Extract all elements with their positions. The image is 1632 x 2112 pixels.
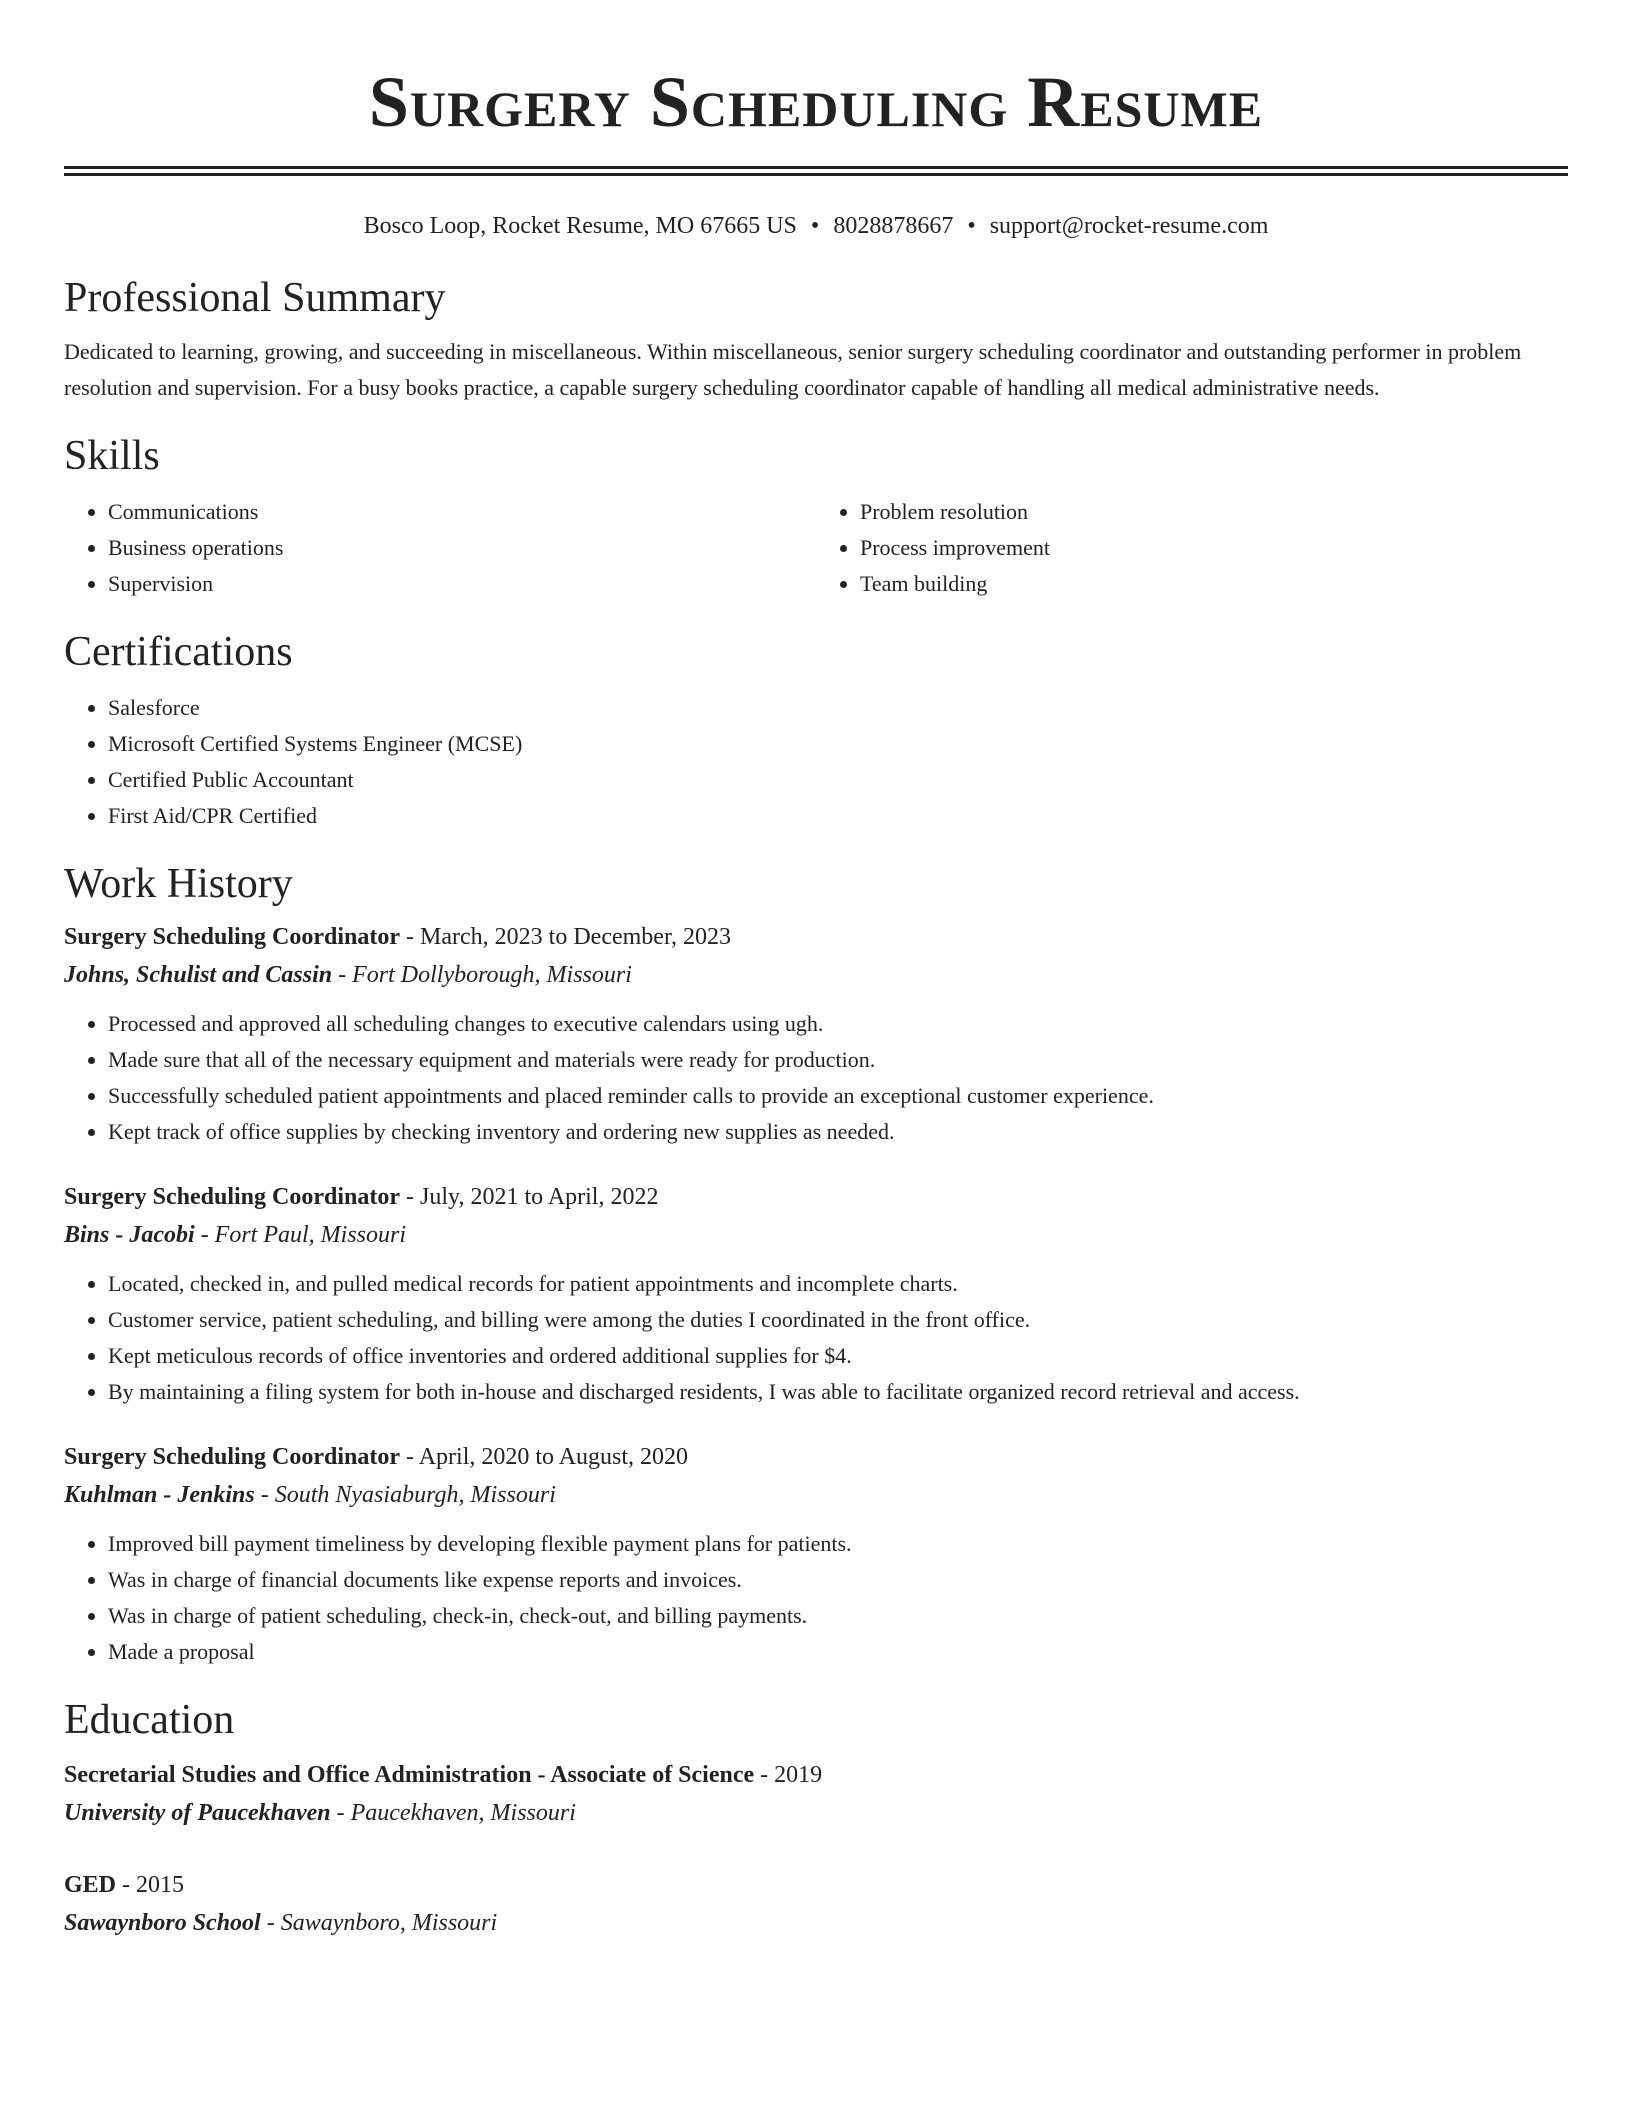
- education-location: - Sawaynboro, Missouri: [260, 1910, 498, 1936]
- job-bullet: • Kept track of office supplies by checking inventory and ordering new supplies as needed.: [108, 1114, 1568, 1150]
- education-year: - 2019: [754, 1762, 823, 1788]
- job-bullets: [64, 1526, 1568, 1670]
- resume-title: Surgery Scheduling Resume: [368, 62, 1264, 142]
- skills-columns: [64, 494, 1568, 602]
- job-bullet: • By maintaining a filing system for both in-house and discharged residents, I was able to facilitate organized record retrieval and access.: [108, 1374, 1568, 1410]
- job-title-line: [64, 1438, 1568, 1476]
- education-degree: Secretarial Studies and Office Administration - Associate of Science: [64, 1762, 755, 1788]
- education-school-line: [64, 1904, 1568, 1942]
- job-company: Kuhlman - Jenkins: [64, 1482, 255, 1508]
- job-entry: [64, 918, 1568, 1150]
- education-year: - 2015: [116, 1872, 185, 1898]
- certifications-section: [64, 626, 1568, 834]
- skills-section: [64, 430, 1568, 602]
- job-title: Surgery Scheduling Coordinator: [64, 1444, 401, 1470]
- certification-item: • Salesforce: [108, 690, 1568, 726]
- education-degree: GED: [64, 1872, 117, 1898]
- skill-item: • Team building: [860, 566, 1568, 602]
- certification-item: • Certified Public Accountant: [108, 762, 1568, 798]
- job-location: - Fort Paul, Missouri: [194, 1222, 407, 1248]
- job-bullet: • Successfully scheduled patient appointments and placed reminder calls to provide an exceptional customer experience.: [108, 1078, 1568, 1114]
- education-entry: [64, 1756, 1568, 1832]
- job-bullet: • Kept meticulous records of office inventories and ordered additional supplies for $4.: [108, 1338, 1568, 1374]
- job-company-line: [64, 1476, 1568, 1514]
- job-bullet: • Improved bill payment timeliness by developing flexible payment plans for patients.: [108, 1526, 1568, 1562]
- skill-item: • Problem resolution: [860, 494, 1568, 530]
- job-location: - South Nyasiaburgh, Missouri: [254, 1482, 556, 1508]
- job-bullets: [64, 1266, 1568, 1410]
- job-location: - Fort Dollyborough, Missouri: [332, 962, 632, 988]
- education-entry: [64, 1866, 1568, 1942]
- job-bullet: • Processed and approved all scheduling changes to executive calendars using ugh.: [108, 1006, 1568, 1042]
- skill-item: • Business operations: [108, 530, 816, 566]
- job-company: Johns, Schulist and Cassin: [64, 962, 333, 988]
- job-title-line: [64, 1178, 1568, 1216]
- education-degree-line: [64, 1866, 1568, 1904]
- job-title: Surgery Scheduling Coordinator: [64, 1184, 401, 1210]
- job-bullet: • Customer service, patient scheduling, and billing were among the duties I coordinated in the front office.: [108, 1302, 1568, 1338]
- certifications-heading: Certifications: [64, 629, 293, 675]
- certifications-list: [64, 690, 1568, 834]
- skill-item: • Process improvement: [860, 530, 1568, 566]
- job-company-line: [64, 956, 1568, 994]
- contact-line: [64, 210, 1568, 242]
- job-entry: [64, 1178, 1568, 1410]
- education-section: [64, 1694, 1568, 1942]
- summary-section: [64, 272, 1568, 406]
- contact-email: support@rocket-resume.com: [989, 213, 1269, 239]
- work-history-heading: Work History: [64, 861, 293, 907]
- job-dates: - April, 2020 to August, 2020: [400, 1444, 689, 1470]
- job-dates: - March, 2023 to December, 2023: [400, 924, 731, 950]
- job-title: Surgery Scheduling Coordinator: [64, 924, 401, 950]
- contact-phone: 8028878667: [833, 213, 954, 239]
- skills-list-left: [64, 494, 816, 602]
- certification-item: • First Aid/CPR Certified: [108, 798, 1568, 834]
- job-entry: [64, 1438, 1568, 1670]
- title-double-rule: [64, 166, 1568, 176]
- skills-list-right: [816, 494, 1568, 602]
- skill-item: • Communications: [108, 494, 816, 530]
- summary-text: Dedicated to learning, growing, and succeeding in miscellaneous. Within miscellaneous, senior surgery scheduling coordinator and outstanding performer in problem resolution and supervision. For a busy books practice, a capable surgery scheduling coordinator capable of handling all medical administrative needs.: [64, 339, 1522, 400]
- contact-separator: •: [810, 213, 820, 239]
- job-company-line: [64, 1216, 1568, 1254]
- education-degree-line: [64, 1756, 1568, 1794]
- job-bullets: [64, 1006, 1568, 1150]
- job-dates: - July, 2021 to April, 2022: [400, 1184, 659, 1210]
- education-heading: Education: [64, 1697, 235, 1743]
- certification-item: • Microsoft Certified Systems Engineer (MCSE): [108, 726, 1568, 762]
- job-company: Bins - Jacobi: [64, 1222, 195, 1248]
- job-bullet: • Was in charge of financial documents like expense reports and invoices.: [108, 1562, 1568, 1598]
- education-school: University of Paucekhaven: [64, 1800, 331, 1826]
- contact-address: Bosco Loop, Rocket Resume, MO 67665 US: [363, 213, 797, 239]
- job-bullet: • Made sure that all of the necessary equipment and materials were ready for production.: [108, 1042, 1568, 1078]
- education-school-line: [64, 1794, 1568, 1832]
- summary-heading: Professional Summary: [64, 275, 446, 321]
- contact-separator: •: [967, 213, 976, 239]
- skills-heading: Skills: [64, 433, 160, 479]
- work-history-section: [64, 858, 1568, 1670]
- job-bullet: • Located, checked in, and pulled medical records for patient appointments and incomplete charts.: [108, 1266, 1568, 1302]
- job-title-line: [64, 918, 1568, 956]
- education-location: - Paucekhaven, Missouri: [330, 1800, 576, 1826]
- education-school: Sawaynboro School: [64, 1910, 261, 1936]
- job-bullet: • Made a proposal: [108, 1634, 1568, 1670]
- skill-item: • Supervision: [108, 566, 816, 602]
- job-bullet: • Was in charge of patient scheduling, check-in, check-out, and billing payments.: [108, 1598, 1568, 1634]
